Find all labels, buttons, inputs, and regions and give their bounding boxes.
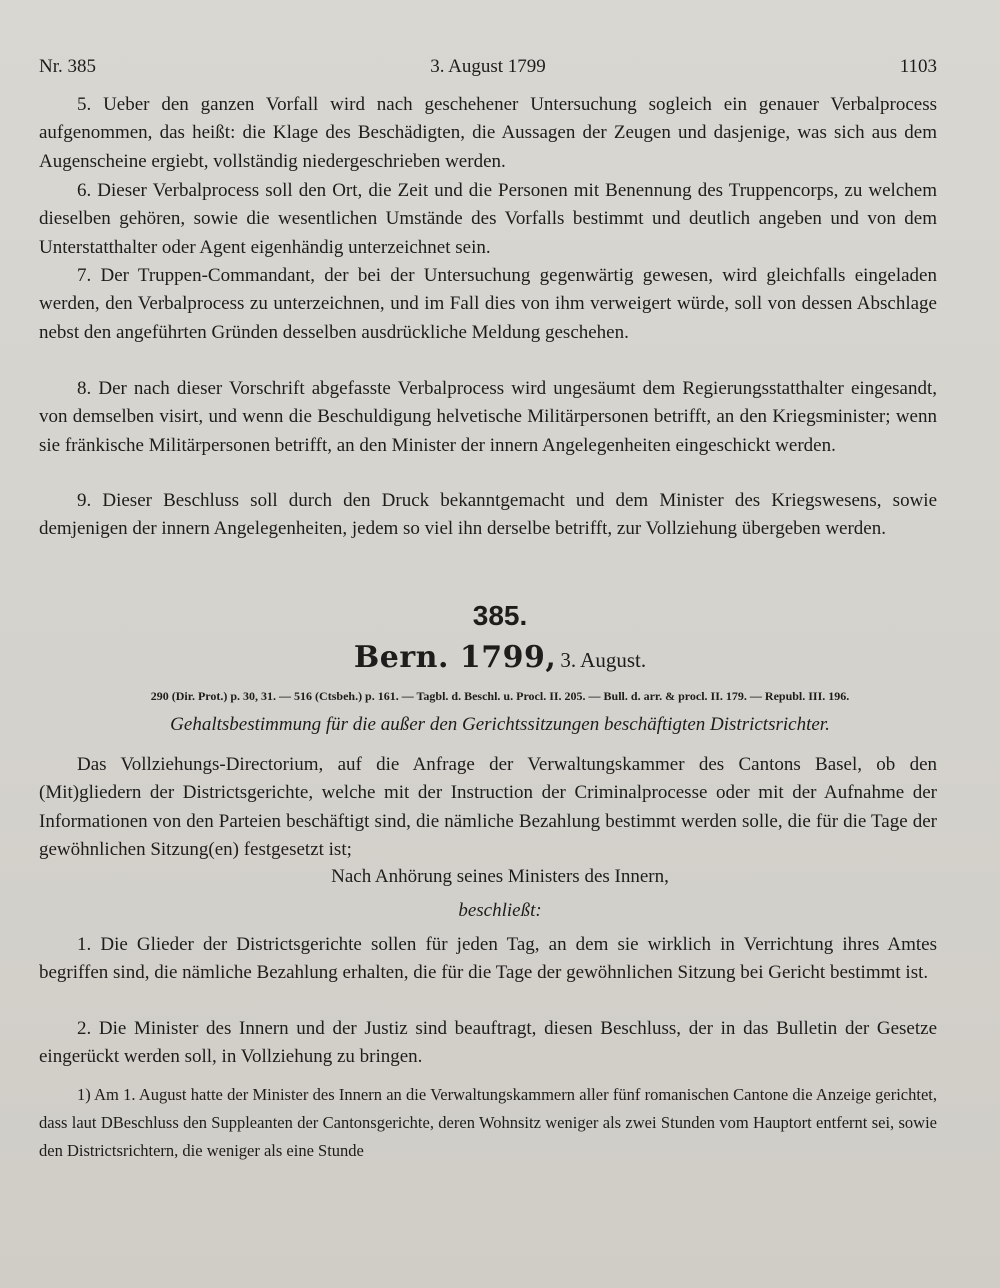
document-subtitle: Gehaltsbestimmung für die außer den Gerichtssitzungen beschäftigten Districtsrichter.: [170, 714, 830, 735]
document-place: Bern. 1799,: [353, 640, 557, 675]
source-references: 290 (Dir. Prot.) p. 30, 31. — 516 (Ctsbeh.) p. 161. — Tagbl. d. Beschl. u. Procl. II. 205. — Bull. d. arr. & procl. II. 179. — Republ. III. 196.: [150, 689, 850, 703]
page-number: 1103: [899, 56, 937, 77]
paragraph-5: 5. Ueber den ganzen Vorfall wird nach geschehener Untersuchung sogleich ein genauer Verbalprocess aufgenommen, das heißt: die Klage des Beschädigten, die Aussagen der Zeugen und dasjenige, was sich aus dem Augenscheine ergiebt, vollständig niedergeschrieben werden.: [39, 94, 937, 172]
place-date-line: [0, 640, 1000, 675]
header-date: 3. August 1799: [430, 56, 546, 77]
page-header: [39, 56, 937, 80]
hearing-line: Nach Anhörung seines Ministers des Innern,: [331, 866, 669, 887]
article-1: 1. Die Glieder der Districtsgerichte sollen für jeden Tag, an dem sie wirklich in Verrichtung ihres Amtes begriffen sind, die nämliche Bezahlung erhalten, die für die Tage der gewöhnlichen Sitzung bei Gericht bestimmt ist.: [39, 934, 937, 984]
document-number-header: Nr. 385: [39, 56, 96, 77]
paragraph-8: 8. Der nach dieser Vorschrift abgefasste Verbalprocess wird ungesäumt dem Regierungsstatthalter eingesandt, von demselben visirt, und wenn die Beschuldigung helvetische Militärpersonen betrifft, an den Kriegsminister; wenn sie fränkische Militärpersonen betrifft, an den Minister der innern Angelegenheiten eingeschickt werden.: [39, 378, 937, 456]
resolves-line: beschließt:: [458, 900, 542, 921]
paragraph-7: 7. Der Truppen-Commandant, der bei der Untersuchung gegenwärtig gewesen, wird gleichfalls eingeladen werden, den Verbalprocess zu unterzeichnen, und im Fall dies von ihm verweigert würde, soll von dessen Abschlage nebst den angeführten Gründen desselben ausdrückliche Meldung geschehen.: [39, 265, 937, 343]
document-number: 385.: [472, 600, 528, 631]
document-date: 3. August.: [560, 648, 647, 672]
footnote-1: 1) Am 1. August hatte der Minister des Innern an die Verwaltungskammern aller fünf romanischen Cantone die Anzeige gerichtet, dass laut DBeschluss den Suppleanten der Cantonsgerichte, deren Wohnsitz weniger als zwei Stunden vom Hauptort entfernt sei, sowie den Districtsrichtern, die weniger als eine Stunde: [39, 1085, 937, 1160]
paragraph-9: 9. Dieser Beschluss soll durch den Druck bekanntgemacht und dem Minister des Kriegswesens, sowie demjenigen der innern Angelegenheiten, jedem so viel ihn derselbe betrifft, zur Vollziehung übergeben werden.: [39, 490, 937, 540]
preamble-paragraph: Das Vollziehungs-Directorium, auf die Anfrage der Verwaltungskammer des Cantons Basel, ob den (Mit)gliedern der Districtsgerichte, welche mit der Instruction der Criminalprocesse oder mit der Aufnahme der Informationen von den Parteien beschäftigt sind, die nämliche Bezahlung bestimmt werden solle, die für die Tage der gewöhnlichen Sitzung(en) festgesetzt ist;: [39, 754, 937, 860]
paragraph-6: 6. Dieser Verbalprocess soll den Ort, die Zeit und die Personen mit Benennung des Truppencorps, zu welchem dieselben gehören, sowie die wesentlichen Umstände des Vorfalls bestimmt und deutlich angeben und von dem Unterstatthalter oder Agent eigenhändig unterzeichnet sein.: [39, 180, 937, 258]
article-2: 2. Die Minister des Innern und der Justiz sind beauftragt, diesen Beschluss, der in das Bulletin der Gesetze eingerückt werden soll, in Vollziehung zu bringen.: [39, 1018, 937, 1068]
